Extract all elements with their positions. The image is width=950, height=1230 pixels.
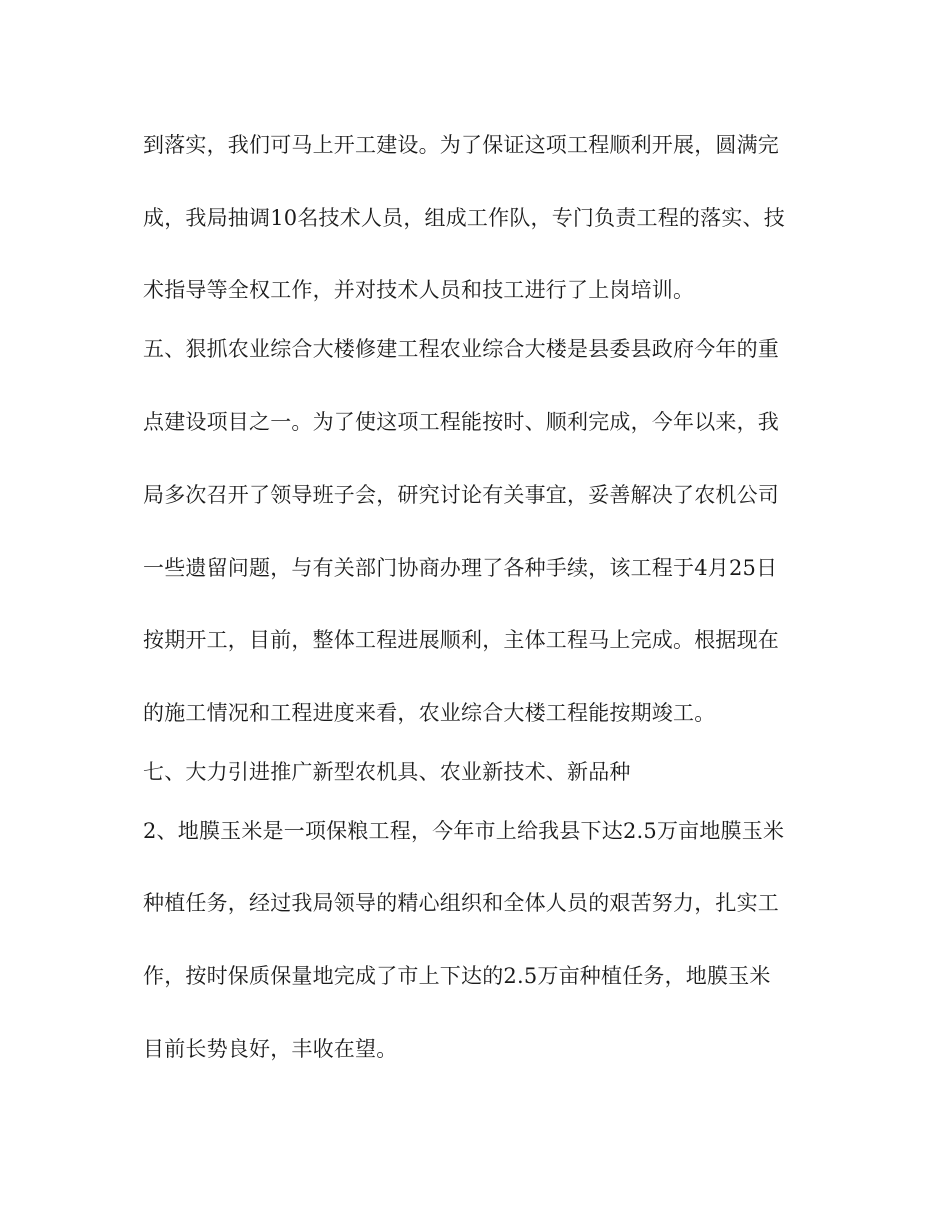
paragraph-line-6: 局多次召开了领导班子会，研究讨论有关事宜，妥善解决了农机公司 bbox=[143, 483, 779, 507]
paragraph-line-9: 的施工情况和工程进度来看，农业综合大楼工程能按期竣工。 bbox=[143, 701, 716, 725]
paragraph-line-5: 点建设项目之一。为了使这项工程能按时、顺利完成，今年以来，我 bbox=[143, 410, 779, 434]
paragraph-line-8: 按期开工，目前，整体工程进展顺利，主体工程马上完成。根据现在 bbox=[143, 628, 779, 652]
paragraph-line-14: 目前长势良好，丰收在望。 bbox=[143, 1037, 398, 1061]
paragraph-line-3: 术指导等全权工作，并对技术人员和技工进行了上岗培训。 bbox=[143, 278, 695, 302]
paragraph-line-2: 成，我局抽调10名技术人员，组成工作队，专门负责工程的落实、技 bbox=[143, 206, 785, 230]
paragraph-line-12: 种植任务，经过我局领导的精心组织和全体人员的艰苦努力，扎实工 bbox=[143, 891, 779, 915]
paragraph-line-11: 2、地膜玉米是一项保粮工程，今年市上给我县下达2.5万亩地膜玉米 bbox=[143, 819, 785, 843]
paragraph-line-1: 到落实，我们可马上开工建设。为了保证这项工程顺利开展，圆满完 bbox=[143, 133, 779, 157]
section-heading-5: 五、狠抓农业综合大楼修建工程农业综合大楼是县委县政府今年的重 bbox=[143, 337, 779, 361]
paragraph-line-7: 一些遗留问题，与有关部门协商办理了各种手续，该工程于4月25日 bbox=[143, 556, 778, 580]
paragraph-line-13: 作，按时保质保量地完成了市上下达的2.5万亩种植任务，地膜玉米 bbox=[143, 964, 771, 988]
section-heading-7: 七、大力引进推广新型农机具、农业新技术、新品种 bbox=[143, 760, 631, 784]
